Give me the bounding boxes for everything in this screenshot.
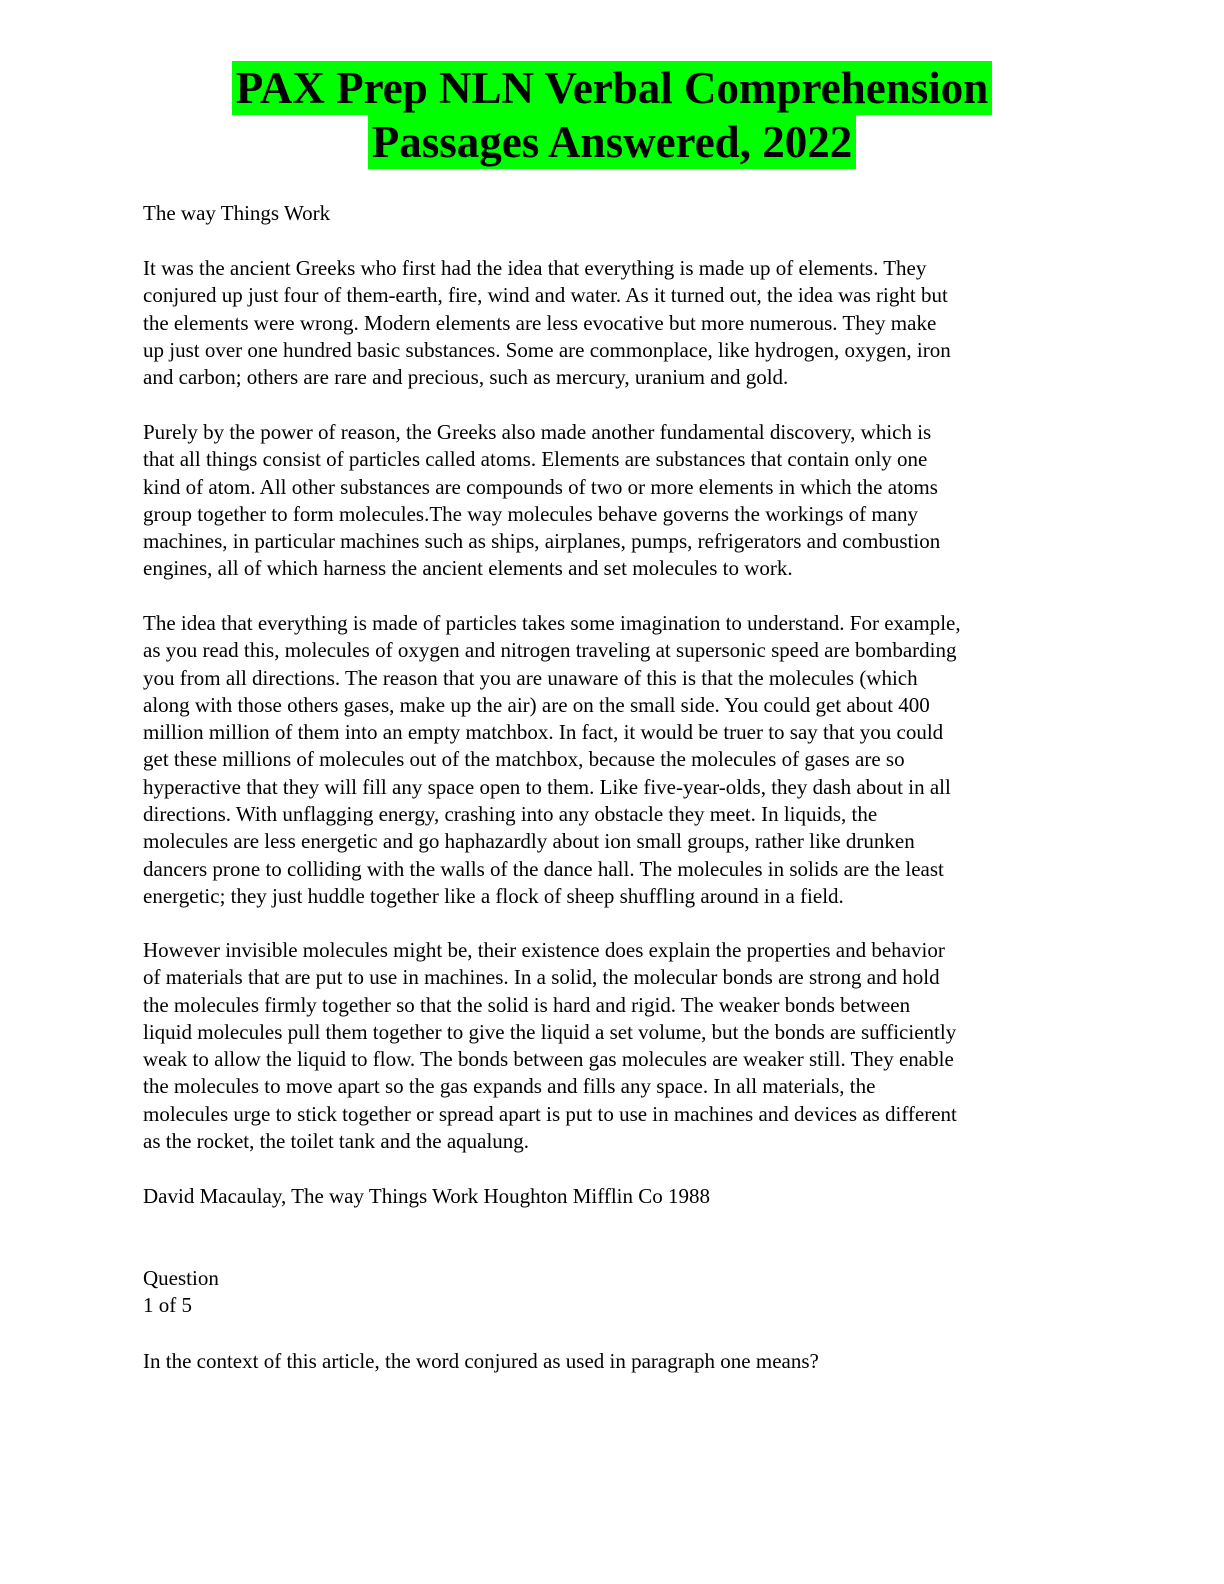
text-line: engines, all of which harness the ancient elements and set molecules to work. [143,556,793,581]
text-line: energetic; they just huddle together like a flock of sheep shuffling around in a field. [143,883,844,908]
text-line: kind of atom. All other substances are compounds of two or more elements in which the atoms [143,474,938,499]
question-text: In the context of this article, the word conjured as used in paragraph one means? [143,1349,819,1373]
paragraph-2 [143,419,1083,583]
text-line: dancers prone to colliding with the walls of the dance hall. The molecules in solids are the least [143,856,944,881]
text-line: conjured up just four of them-earth, fire, wind and water. As it turned out, the idea was right but [143,283,948,308]
document-title [0,61,1224,169]
text-line: directions. With unflagging energy, crashing into any obstacle they meet. In liquids, the [143,802,878,827]
text-line: The idea that everything is made of particles takes some imagination to understand. For example, [143,611,961,635]
text-line: Purely by the power of reason, the Greeks also made another fundamental discovery, which is [143,420,932,444]
text-line: as you read this, molecules of oxygen and nitrogen traveling at supersonic speed are bombarding [143,638,957,663]
paragraph-4 [143,937,1083,1155]
text-line: of materials that are put to use in machines. In a solid, the molecular bonds are strong and hold [143,965,940,990]
text-line: as the rocket, the toilet tank and the aqualung. [143,1129,530,1154]
text-line: get these millions of molecules out of the matchbox, because the molecules of gases are so [143,747,905,772]
text-line: group together to form molecules.The way molecules behave governs the workings of many [143,501,919,526]
text-line: along with those others gases, make up the air) are on the small side. You could get about 400 [143,692,930,717]
text-line: the elements were wrong. Modern elements are less evocative but more numerous. They make [143,310,937,335]
paragraph-3 [143,610,1083,910]
text-line: weak to allow the liquid to flow. The bonds between gas molecules are weaker still. They enable [143,1047,954,1072]
text-line: you from all directions. The reason that you are unaware of this is that the molecules (which [143,665,918,690]
title-line-2: Passages Answered, 2022 [368,115,856,169]
text-line: molecules are less energetic and go haphazardly about ion small groups, rather like drunken [143,829,915,854]
text-line: It was the ancient Greeks who first had the idea that everything is made up of elements. They [143,256,927,280]
text-line: that all things consist of particles called atoms. Elements are substances that contain only one [143,447,928,472]
question-counter: 1 of 5 [143,1293,192,1317]
text-line: molecules urge to stick together or spread apart is put to use in machines and devices as different [143,1101,957,1126]
text-line: the molecules to move apart so the gas expands and fills any space. In all materials, the [143,1074,876,1099]
paragraph-1 [143,255,1083,391]
title-line-1: PAX Prep NLN Verbal Comprehension [232,61,993,115]
passage-title: The way Things Work [143,201,331,225]
text-line: hyperactive that they will fill any space open to them. Like five-year-olds, they dash about in all [143,774,951,799]
text-line: up just over one hundred basic substances. Some are commonplace, like hydrogen, oxygen, iron [143,337,951,362]
text-line: However invisible molecules might be, their existence does explain the properties and behavior [143,938,945,962]
text-line: machines, in particular machines such as ships, airplanes, pumps, refrigerators and combustion [143,529,941,554]
text-line: and carbon; others are rare and precious, such as mercury, uranium and gold. [143,365,789,390]
text-line: million million of them into an empty matchbox. In fact, it would be truer to say that you could [143,720,944,745]
question-label: Question [143,1266,219,1290]
text-line: liquid molecules pull them together to give the liquid a set volume, but the bonds are sufficiently [143,1019,957,1044]
citation: David Macaulay, The way Things Work Houghton Mifflin Co 1988 [143,1184,710,1208]
text-line: the molecules firmly together so that the solid is hard and rigid. The weaker bonds between [143,992,911,1017]
